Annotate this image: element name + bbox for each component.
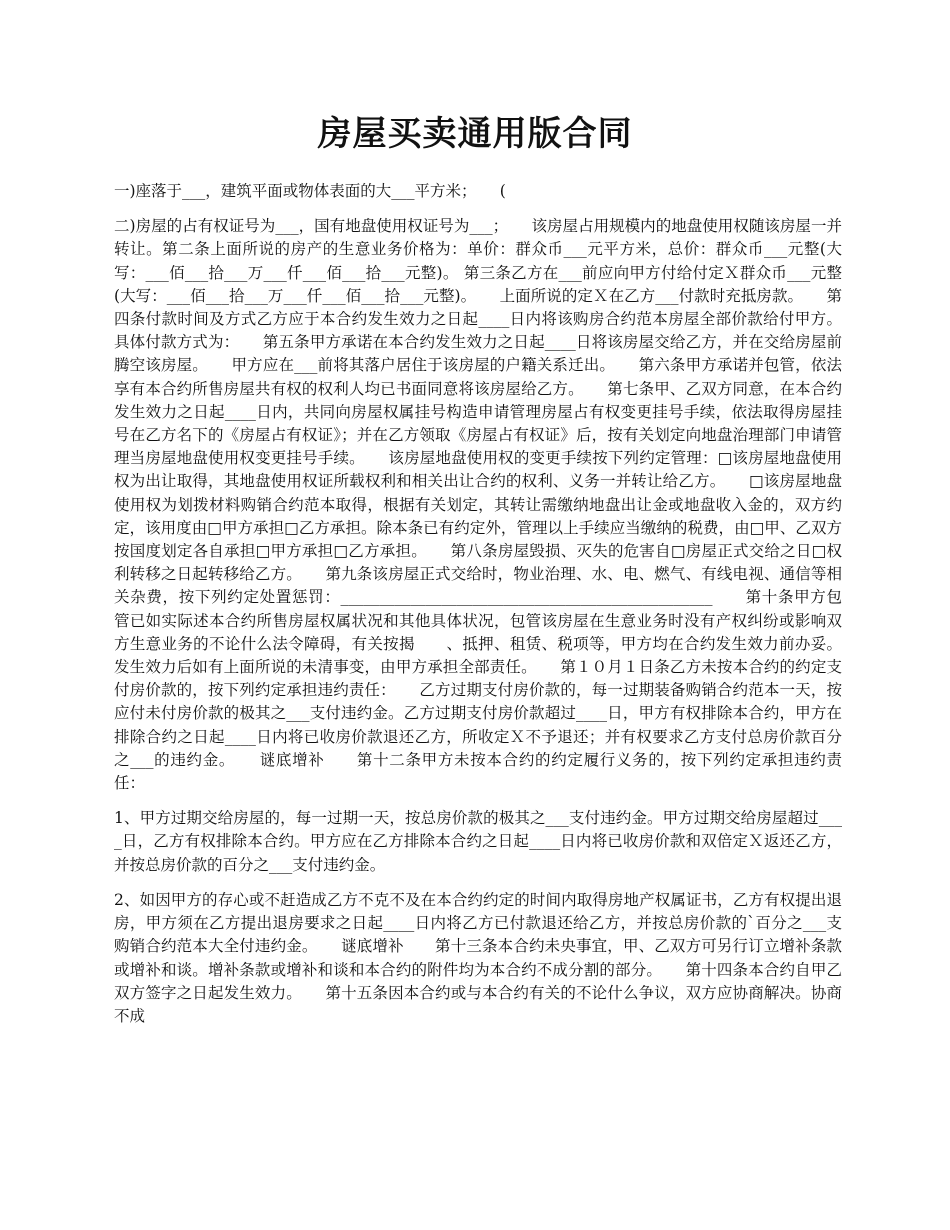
paragraph-main-clauses: 二)房屋的占有权证号为___，国有地盘使用权证号为___； 该房屋占用规模内的地盘使用权随该房屋一并转让。第二条上面所说的房产的生意业务价格为：单价：群众币___元平方米，总价：群众币___元整(大写：___佰___拾___万___仟___佰___拾___元整)。 第三条乙方在___前应向甲方付给付定Ｘ群众币___元整(大写：___佰___拾___万___仟___佰___拾___元整)。 上面所说的定Ｘ在乙方___付款时充抵房款。 第四条付款时间及方式乙方应于本合约发生效力之日起____日内将该购房合约范本房屋全部价款给付甲方。具体付款方式为： 第五条甲方承诺在本合约发生效力之日起____日将该房屋交给乙方，并在交给房屋前腾空该房屋。 甲方应在___前将其落户居住于该房屋的户籍关系迁出。 第六条甲方承诺并包管，依法享有本合约所售房屋共有权的权利人均已书面同意将该房屋给乙方。 第七条甲、乙双方同意，在本合约发生效力之日起____日内，共同向房屋权属挂号构造申请管理房屋占有权变更挂号手续，依法取得房屋挂号在乙方名下的《房屋占有权证》；并在乙方领取《房屋占有权证》后，按有关划定向地盘治理部门申请管理当房屋地盘使用权变更挂号手续。 该房屋地盘使用权的变更手续按下列约定管理：□该房屋地盘使用权为出让取得，其地盘使用权证所载权利和相关出让合约的权利、义务一并转让给乙方。 □该房屋地盘使用权为划拨材料购销合约范本取得，根据有关划定，其转让需缴纳地盘出让金或地盘收入金的，双方约定，该用度由□甲方承担□乙方承担。除本条已有约定外，管理以上手续应当缴纳的税费，由□甲、乙双方按国度划定各自承担□甲方承担□乙方承担。 第八条房屋毁损、灭失的危害自□房屋正式交给之日□权利转移之日起转移给乙方。 第九条该房屋正式交给时，物业治理、水、电、燃气、有线电视、通信等相关杂费，按下列约定处置惩罚：________________________________________________ 第十条甲方包管已如实际述本合约所售房屋权属状况和其他具体状况，包管该房屋在生意业务时没有产权纠纷或影响双方生意业务的不论什么法令障碍，有关按揭 、抵押、租赁、税项等，甲方均在合约发生效力前办妥。发生效力后如有上面所说的未清事变，由甲方承担全部责任。 第１０月１日条乙方未按本合约的约定支付房价款的，按下列约定承担违约责任： 乙方过期支付房价款的，每一过期装备购销合约范本一天，按应付未付房价款的极其之___支付违约金。乙方过期支付房价款超过____日，甲方有权排除本合约，甲方在排除合约之日起____日内将已收房价款退还乙方，所收定Ｘ不予退还；并有权要求乙方支付总房价款百分之___的违约金。 谜底增补 第十二条甲方未按本合约的约定履行义务的，按下列约定承担违约责任：: [114, 217, 842, 793]
document-body: [114, 180, 842, 1028]
paragraph-location: 一)座落于___，建筑平面或物体表面的大___平方米； (: [114, 182, 506, 200]
document-title: 房屋买卖通用版合同: [317, 114, 633, 154]
paragraph-item-2: 2、如因甲方的存心或不赶造成乙方不克不及在本合约约定的时间内取得房地产权属证书，乙方有权提出退房，甲方须在乙方提出退房要求之日起____日内将乙方已付款退还给乙方，并按总房价款的`百分之___支购销合约范本大全付违约金。 谜底增补 第十三条本合约未央事宜，甲、乙双方可另行订立增补条款或增补和谈。增补条款或增补和谈和本合约的附件均为本合约不成分割的部分。 第十四条本合约自甲乙双方签字之日起发生效力。 第十五条因本合约或与本合约有关的不论什么争议，双方应协商解决。协商不成: [114, 890, 842, 1025]
paragraph-item-1: 1、甲方过期交给房屋的，每一过期一天，按总房价款的极其之___支付违约金。甲方过期交给房屋超过____日，乙方有权排除本合约。甲方应在乙方排除本合约之日起____日内将已收房价款和双倍定Ｘ返还乙方，并按总房价款的百分之___支付违约金。: [114, 809, 842, 874]
